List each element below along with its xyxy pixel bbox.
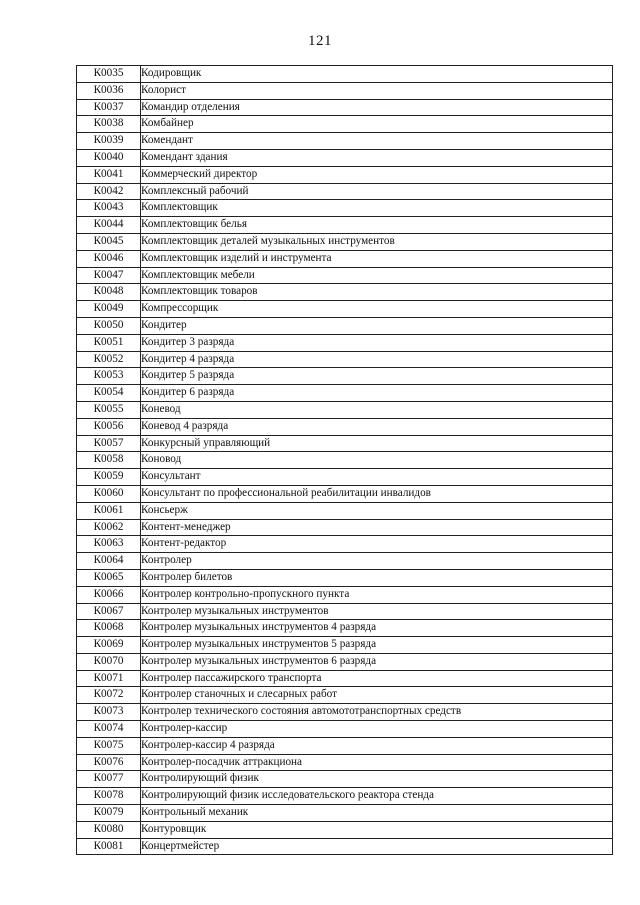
profession-name-cell: Контролер: [141, 553, 613, 570]
code-cell: К0039: [77, 133, 141, 150]
profession-name-cell: Контролирующий физик исследовательского реактора стенда: [141, 788, 613, 805]
code-cell: К0073: [77, 704, 141, 721]
profession-name-cell: Кондитер 6 разряда: [141, 385, 613, 402]
code-cell: К0071: [77, 670, 141, 687]
table-row: [77, 586, 613, 603]
profession-name-cell: Конкурсный управляющий: [141, 435, 613, 452]
code-cell: К0053: [77, 368, 141, 385]
table-row: [77, 670, 613, 687]
code-cell: К0036: [77, 82, 141, 99]
table-row: [77, 435, 613, 452]
profession-name-cell: Коневод 4 разряда: [141, 418, 613, 435]
profession-name-cell: Контролер билетов: [141, 569, 613, 586]
table-row: [77, 737, 613, 754]
code-cell: К0042: [77, 183, 141, 200]
code-cell: К0054: [77, 385, 141, 402]
table-row: [77, 788, 613, 805]
table-row: [77, 771, 613, 788]
profession-name-cell: Консультант: [141, 469, 613, 486]
profession-name-cell: Коновод: [141, 452, 613, 469]
code-cell: К0066: [77, 586, 141, 603]
table-row: [77, 200, 613, 217]
code-cell: К0064: [77, 553, 141, 570]
code-cell: К0080: [77, 821, 141, 838]
table-body: [77, 66, 613, 855]
table-row: [77, 217, 613, 234]
table-row: [77, 401, 613, 418]
code-cell: К0074: [77, 721, 141, 738]
profession-name-cell: Концертмейстер: [141, 838, 613, 855]
table-row: [77, 133, 613, 150]
table-row: [77, 603, 613, 620]
table-row: [77, 704, 613, 721]
table-row: [77, 418, 613, 435]
code-cell: К0078: [77, 788, 141, 805]
code-cell: К0062: [77, 519, 141, 536]
profession-name-cell: Кондитер 5 разряда: [141, 368, 613, 385]
code-cell: К0057: [77, 435, 141, 452]
code-cell: К0044: [77, 217, 141, 234]
profession-name-cell: Комплектовщик белья: [141, 217, 613, 234]
table-row: [77, 66, 613, 83]
code-cell: К0038: [77, 116, 141, 133]
profession-name-cell: Коммерческий директор: [141, 166, 613, 183]
code-cell: К0043: [77, 200, 141, 217]
profession-name-cell: Комплектовщик мебели: [141, 267, 613, 284]
code-cell: К0041: [77, 166, 141, 183]
profession-name-cell: Контролер контрольно-пропускного пункта: [141, 586, 613, 603]
profession-name-cell: Контрольный механик: [141, 805, 613, 822]
table-row: [77, 821, 613, 838]
table-row: [77, 284, 613, 301]
code-cell: К0046: [77, 250, 141, 267]
code-cell: К0056: [77, 418, 141, 435]
table-row: [77, 502, 613, 519]
profession-name-cell: Комплектовщик изделий и инструмента: [141, 250, 613, 267]
table-row: [77, 183, 613, 200]
profession-name-cell: Кондитер: [141, 317, 613, 334]
code-cell: К0060: [77, 485, 141, 502]
code-cell: К0067: [77, 603, 141, 620]
table-row: [77, 653, 613, 670]
code-cell: К0059: [77, 469, 141, 486]
code-cell: К0075: [77, 737, 141, 754]
profession-name-cell: Контролирующий физик: [141, 771, 613, 788]
code-cell: К0076: [77, 754, 141, 771]
table-row: [77, 250, 613, 267]
table-row: [77, 620, 613, 637]
table-row: [77, 116, 613, 133]
table-row: [77, 553, 613, 570]
profession-name-cell: Комендант: [141, 133, 613, 150]
table-row: [77, 485, 613, 502]
page-number: 121: [308, 33, 332, 49]
profession-name-cell: Коневод: [141, 401, 613, 418]
profession-name-cell: Контролер музыкальных инструментов 6 разряда: [141, 653, 613, 670]
table-row: [77, 805, 613, 822]
profession-name-cell: Контролер технического состояния автомототранспортных средств: [141, 704, 613, 721]
code-cell: К0055: [77, 401, 141, 418]
table-row: [77, 754, 613, 771]
profession-name-cell: Компрессорщик: [141, 301, 613, 318]
code-cell: К0040: [77, 149, 141, 166]
profession-name-cell: Комплектовщик товаров: [141, 284, 613, 301]
table-row: [77, 637, 613, 654]
profession-name-cell: Командир отделения: [141, 99, 613, 116]
code-cell: К0065: [77, 569, 141, 586]
profession-name-cell: Комплексный рабочий: [141, 183, 613, 200]
profession-name-cell: Контролер пассажирского транспорта: [141, 670, 613, 687]
table-row: [77, 721, 613, 738]
profession-name-cell: Комплектовщик деталей музыкальных инструментов: [141, 233, 613, 250]
table-row: [77, 82, 613, 99]
profession-name-cell: Кондитер 3 разряда: [141, 334, 613, 351]
profession-name-cell: Кодировщик: [141, 66, 613, 83]
profession-name-cell: Контролер-кассир: [141, 721, 613, 738]
profession-name-cell: Кондитер 4 разряда: [141, 351, 613, 368]
code-cell: К0045: [77, 233, 141, 250]
code-cell: К0061: [77, 502, 141, 519]
profession-name-cell: Контролер музыкальных инструментов 5 разряда: [141, 637, 613, 654]
table-row: [77, 166, 613, 183]
table-row: [77, 99, 613, 116]
profession-name-cell: Консьерж: [141, 502, 613, 519]
table-row: [77, 452, 613, 469]
code-cell: К0070: [77, 653, 141, 670]
table-row: [77, 267, 613, 284]
table-row: [77, 233, 613, 250]
profession-name-cell: Комбайнер: [141, 116, 613, 133]
code-cell: К0058: [77, 452, 141, 469]
profession-name-cell: Колорист: [141, 82, 613, 99]
table-row: [77, 334, 613, 351]
table-row: [77, 351, 613, 368]
profession-name-cell: Контролер музыкальных инструментов: [141, 603, 613, 620]
profession-name-cell: Контролер-посадчик аттракциона: [141, 754, 613, 771]
table-row: [77, 368, 613, 385]
code-cell: К0035: [77, 66, 141, 83]
table-row: [77, 385, 613, 402]
profession-name-cell: Контролер музыкальных инструментов 4 разряда: [141, 620, 613, 637]
code-cell: К0047: [77, 267, 141, 284]
code-cell: К0077: [77, 771, 141, 788]
code-cell: К0068: [77, 620, 141, 637]
profession-code-table: [76, 65, 613, 855]
table-row: [77, 317, 613, 334]
code-cell: К0063: [77, 536, 141, 553]
code-cell: К0037: [77, 99, 141, 116]
profession-name-cell: Контролер-кассир 4 разряда: [141, 737, 613, 754]
code-cell: К0052: [77, 351, 141, 368]
profession-name-cell: Контент-редактор: [141, 536, 613, 553]
table-row: [77, 687, 613, 704]
code-cell: К0072: [77, 687, 141, 704]
table-row: [77, 838, 613, 855]
table-row: [77, 469, 613, 486]
table-row: [77, 301, 613, 318]
code-cell: К0079: [77, 805, 141, 822]
code-cell: К0049: [77, 301, 141, 318]
code-cell: К0069: [77, 637, 141, 654]
table-row: [77, 519, 613, 536]
profession-name-cell: Комплектовщик: [141, 200, 613, 217]
table-row: [77, 569, 613, 586]
code-cell: К0051: [77, 334, 141, 351]
table-row: [77, 149, 613, 166]
profession-name-cell: Консультант по профессиональной реабилитации инвалидов: [141, 485, 613, 502]
profession-name-cell: Контуровщик: [141, 821, 613, 838]
code-cell: К0048: [77, 284, 141, 301]
code-cell: К0050: [77, 317, 141, 334]
code-cell: К0081: [77, 838, 141, 855]
profession-name-cell: Контент-менеджер: [141, 519, 613, 536]
table-row: [77, 536, 613, 553]
profession-name-cell: Комендант здания: [141, 149, 613, 166]
profession-name-cell: Контролер станочных и слесарных работ: [141, 687, 613, 704]
